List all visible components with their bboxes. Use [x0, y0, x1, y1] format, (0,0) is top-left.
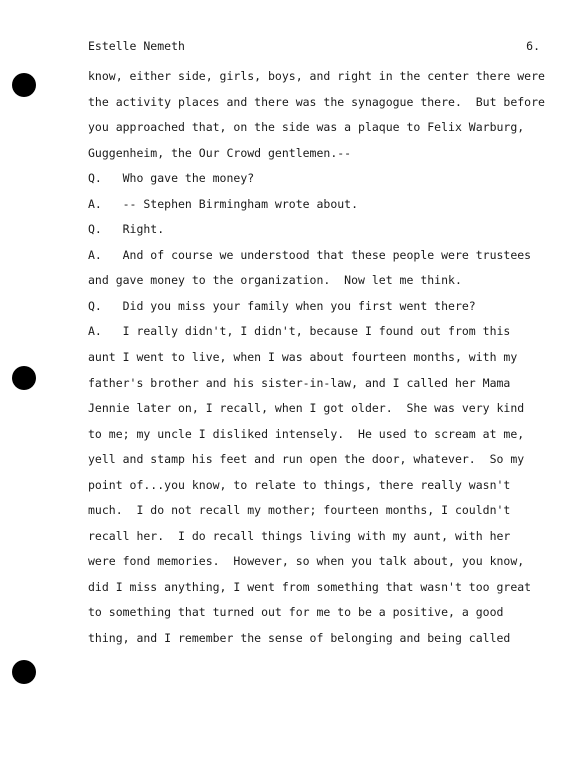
transcript-line: Q. Right. — [88, 222, 165, 237]
transcript-line: aunt I went to live, when I was about fourteen months, with my — [88, 350, 518, 365]
transcript-line: the activity places and there was the synagogue there. But before — [88, 94, 545, 109]
transcript-body — [88, 68, 548, 656]
transcript-line: know, either side, girls, boys, and right in the center there were — [88, 69, 545, 83]
transcript-line: much. I do not recall my mother; fourteen months, I couldn't — [88, 503, 511, 518]
transcript-line: recall her. I do recall things living with my aunt, with her — [88, 528, 511, 543]
transcript-line: and gave money to the organization. Now let me think. — [88, 273, 462, 288]
transcript-line: father's brother and his sister-in-law, and I called her Mama — [88, 375, 511, 390]
transcript-line: A. And of course we understood that these people were trustees — [88, 247, 532, 262]
transcript-line: thing, and I remember the sense of belonging and being called — [88, 631, 511, 646]
transcript-line: you approached that, on the side was a plaque to Felix Warburg, — [88, 120, 525, 135]
transcript-line: did I miss anything, I went from something that wasn't too great — [88, 579, 532, 594]
transcript-line: were fond memories. However, so when you talk about, you know, — [88, 554, 525, 569]
transcript-line: Q. Who gave the money? — [88, 171, 255, 186]
transcript-line: A. -- Stephen Birmingham wrote about. — [88, 196, 359, 211]
transcript-line: to something that turned out for me to be a positive, a good — [88, 605, 504, 620]
punch-hole-bottom — [12, 660, 36, 684]
punch-hole-middle — [12, 366, 36, 390]
interviewee-name: Estelle Nemeth — [88, 39, 185, 53]
punch-hole-top — [12, 73, 36, 97]
transcript-line: yell and stamp his feet and run open the door, whatever. So my — [88, 452, 525, 467]
transcript-line: A. I really didn't, I didn't, because I found out from this — [88, 324, 511, 339]
transcript-line: to me; my uncle I disliked intensely. He used to scream at me, — [88, 426, 525, 441]
transcript-line: Guggenheim, the Our Crowd gentlemen.-- — [88, 145, 352, 160]
transcript-line: Q. Did you miss your family when you first went there? — [88, 298, 476, 313]
transcript-line: point of...you know, to relate to things, there really wasn't — [88, 477, 511, 492]
transcript-line: Jennie later on, I recall, when I got older. She was very kind — [88, 401, 525, 416]
page-number: 6. — [526, 39, 540, 53]
